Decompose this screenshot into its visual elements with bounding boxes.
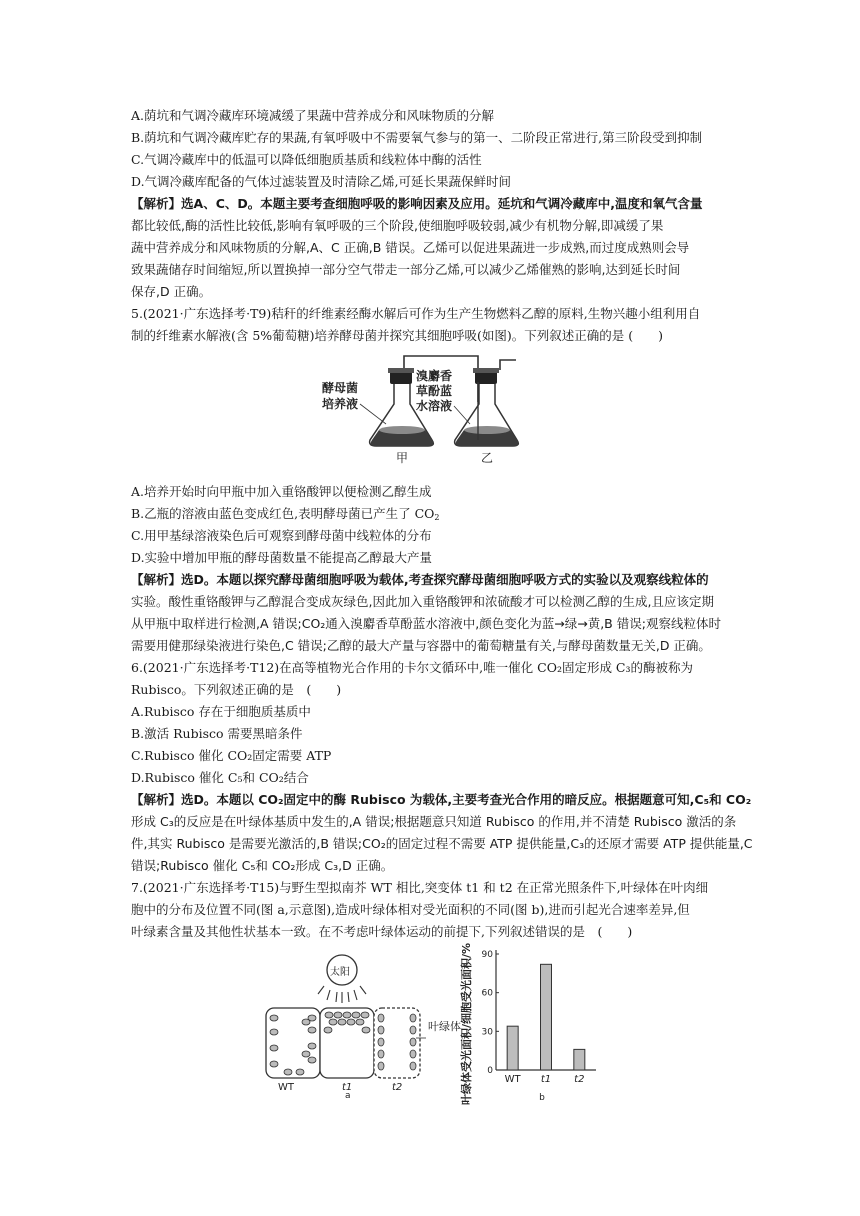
q6-analysis-tag: 【解析】	[131, 792, 182, 807]
label-wt: WT	[278, 1082, 294, 1093]
q7-stem-line-3: 叶绿素含量及其他性状基本一致。在不考虑叶绿体运动的前提下,下列叙述错误的是 ( )	[131, 924, 633, 939]
q4-analysis-line-4: 致果蔬储存时间缩短,所以置换掉一部分空气带走一部分乙烯,可以减少乙烯催熟的影响,达到延长时间	[131, 262, 681, 277]
label-btb-1: 溴麝香	[416, 369, 453, 383]
q5-analysis-line-1	[131, 572, 709, 588]
x-tick-label: t2	[574, 1074, 585, 1085]
label-btb-3: 水溶液	[416, 399, 453, 413]
q6-analysis-line-3: 件,其实 Rubisco 是需要光激活的,B 错误;CO₂的固定过程不需要 ATP 提供能量,C₃的还原才需要 ATP 提供能量,C	[131, 836, 753, 851]
q5-analysis-text-1: 选D。本题以探究酵母菌细胞呼吸为载体,考查探究酵母菌细胞呼吸方式的实验以及观察线粒体的	[181, 572, 709, 587]
q4-analysis-line-5: 保存,D 正确。	[131, 284, 212, 299]
q5-option-b-sub: 2	[434, 513, 440, 522]
q4-option-a: A.荫坑和气调冷藏库环境减缓了果蔬中营养成分和风味物质的分解	[131, 108, 495, 123]
q5-option-c: C.用甲基绿溶液染色后可观察到酵母菌中线粒体的分布	[131, 528, 432, 543]
q5-stem-line-2: 制的纤维素水解液(含 5%葡萄糖)培养酵母菌并探究其细胞呼吸(如图)。下列叙述正确的是 ( )	[131, 328, 664, 343]
q6-option-b: B.激活 Rubisco 需要黑暗条件	[131, 726, 303, 741]
cell-t1	[320, 1008, 374, 1078]
x-tick-label: t1	[540, 1074, 552, 1085]
label-yeast-2: 培养液	[322, 397, 359, 411]
yeast-flask-figure	[320, 352, 535, 464]
q5-option-b	[131, 506, 440, 526]
q6-analysis-text-1: 选D。本题以 CO₂固定中的酶 Rubisco 为载体,主要考查光合作用的暗反应。根据题意可知,C₅和 CO₂	[181, 792, 752, 807]
q5-stem-line-1: 5.(2021·广东选择考·T9)秸秆的纤维素经酶水解后可作为生产生物燃料乙醇的原料,生物兴趣小组利用自	[131, 306, 701, 321]
q4-option-b: B.荫坑和气调冷藏库贮存的果蔬,有氧呼吸中不需要氧气参与的第一、二阶段正常进行,第三阶段受到抑制	[131, 130, 703, 145]
q6-stem-line-2: Rubisco。下列叙述正确的是 ( )	[131, 682, 342, 697]
label-jia: 甲	[396, 451, 409, 465]
q5-analysis-line-2: 实验。酸性重铬酸钾与乙醇混合变成灰绿色,因此加入重铬酸钾和浓硫酸才可以检测乙醇的生成,且应该定期	[131, 594, 714, 609]
q5-analysis-line-3: 从甲瓶中取样进行检测,A 错误;CO₂通入溴麝香草酚蓝水溶液中,颜色变化为蓝→绿→黄,B 错误;观察线粒体时	[131, 616, 721, 631]
label-yi: 乙	[481, 451, 494, 465]
label-chloroplast	[428, 1019, 461, 1033]
q5-analysis-tag: 【解析】	[131, 572, 182, 587]
q7-stem-line-2: 胞中的分布及位置不同(图 a,示意图),造成叶绿体相对受光面积的不同(图 b),进而引起光合速率差异,但	[131, 902, 690, 917]
chloroplast-cells-figure	[262, 950, 461, 1101]
q7-stem-line-1: 7.(2021·广东选择考·T15)与野生型拟南芥 WT 相比,突变体 t1 和 t2 在正常光照条件下,叶绿体在叶肉细	[131, 880, 709, 895]
y-tick-label: 0	[487, 1066, 493, 1076]
q6-option-a: A.Rubisco 存在于细胞质基质中	[131, 704, 311, 719]
caption-b: b	[539, 1093, 545, 1103]
q4-option-c: C.气调冷藏库中的低温可以降低细胞质基质和线粒体中酶的活性	[131, 152, 482, 167]
q4-option-d: D.气调冷藏库配备的气体过滤装置及时清除乙烯,可延长果蔬保鲜时间	[131, 174, 512, 189]
flask-yi-icon	[455, 368, 519, 446]
label-btb-2: 草酚蓝	[416, 384, 453, 398]
q6-analysis-line-1	[131, 792, 751, 808]
q6-option-d: D.Rubisco 催化 C₅和 CO₂结合	[131, 770, 309, 785]
q4-analysis-tag: 【解析】	[131, 196, 182, 211]
label-sun: 太阳	[330, 967, 350, 978]
q6-analysis-line-2: 形成 C₃的反应是在叶绿体基质中发生的,A 错误;根据题意只知道 Rubisco 的作用,并不清楚 Rubisco 激活的条	[131, 814, 737, 829]
label-yeast-1: 酵母菌	[322, 381, 359, 395]
sun-icon	[318, 955, 366, 1003]
label-chloroplast-text: 叶绿体	[428, 1020, 461, 1033]
q5-option-a: A.培养开始时向甲瓶中加入重铬酸钾以便检测乙醇生成	[131, 484, 432, 499]
y-axis-label: 叶绿体受光面积/细胞受光面积/%	[460, 942, 473, 1106]
q5-analysis-line-4: 需要用健那绿染液进行染色,C 错误;乙醇的最大产量与容器中的葡萄糖量有关,与酵母菌数量无关,D 正确。	[131, 638, 711, 653]
bar-t2	[574, 1049, 585, 1070]
y-tick-label: 60	[481, 988, 493, 999]
q5-option-b-text: B.乙瓶的溶液由蓝色变成红色,表明酵母菌已产生了 CO	[131, 506, 435, 521]
bar-t1	[541, 964, 552, 1070]
q4-analysis-line-2: 都比较低,酶的活性比较低,影响有氧呼吸的三个阶段,使细胞呼吸较弱,减少有机物分解,即减缓了果	[131, 218, 664, 233]
q6-analysis-line-4: 错误;Rubisco 催化 C₅和 CO₂形成 C₃,D 正确。	[131, 858, 394, 873]
label-t1: t1	[342, 1082, 353, 1093]
caption-a: a	[345, 1091, 351, 1101]
q4-analysis-line-3: 蔬中营养成分和风味物质的分解,A、C 正确,B 错误。乙烯可以促进果蔬进一步成熟,而过度成熟则会导	[131, 240, 690, 255]
bar-wt	[507, 1026, 518, 1070]
q4-analysis-line-1	[131, 196, 703, 212]
q6-stem-line-1: 6.(2021·广东选择考·T12)在高等植物光合作用的卡尔文循环中,唯一催化 CO₂固定形成 C₃的酶被称为	[131, 660, 694, 675]
x-tick-label: WT	[504, 1074, 521, 1085]
q4-analysis-text-1: 选A、C、D。本题主要考查细胞呼吸的影响因素及应用。延坑和气调冷藏库中,温度和氧气含量	[181, 196, 703, 211]
y-tick-label: 90	[481, 950, 493, 960]
label-t2: t2	[392, 1082, 403, 1093]
q5-option-d: D.实验中增加甲瓶的酵母菌数量不能提高乙醇最大产量	[131, 550, 433, 565]
light-area-bar-chart	[458, 942, 608, 1106]
y-tick-label: 30	[481, 1027, 493, 1038]
q6-option-c: C.Rubisco 催化 CO₂固定需要 ATP	[131, 748, 332, 763]
